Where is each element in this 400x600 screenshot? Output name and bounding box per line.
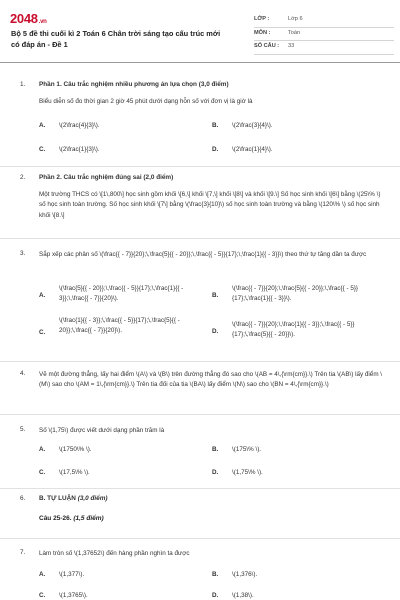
- document-meta: [254, 14, 394, 55]
- option-letter: B.: [212, 292, 219, 299]
- option-text: \(1,377\).: [59, 571, 85, 578]
- option-letter: D.: [212, 328, 219, 335]
- question-number: 4.: [20, 370, 26, 377]
- option-letter: C.: [39, 592, 46, 599]
- section-heading-italic: (3,0 điểm): [77, 495, 108, 502]
- option-letter: C.: [39, 329, 46, 336]
- divider: [0, 538, 400, 539]
- meta-key: LỚP :: [254, 16, 270, 22]
- section-heading-text: Phần 1. Câu trắc nghiệm nhiều phương án lựa chọn (3,0 điểm): [39, 81, 229, 88]
- question-text: Làm tròn số \(1,37652\) đến hàng phần nghìn ta được: [39, 550, 190, 557]
- option-text: \(\frac{{ - 7}}{20};\,\frac{5}{{ - 20}};\,\frac{{ - 5}}{17};\,\frac{1}{{ - 3}}\).: [232, 285, 359, 302]
- question-number: 7.: [20, 549, 26, 556]
- option-text: \(2\frac{3}{4}\).: [232, 122, 273, 129]
- site-logo[interactable]: [10, 11, 47, 26]
- option-text: \(1,38\).: [232, 592, 254, 599]
- option-letter: A.: [39, 292, 46, 299]
- sub-heading-bold: Câu 25-26.: [39, 515, 72, 522]
- option-letter: C.: [39, 146, 46, 153]
- document-title: Bộ 5 đề thi cuối kì 2 Toán 6 Chân trời sáng tạo cấu trúc mới có đáp án - Đề 1: [11, 29, 221, 49]
- option-text: \(\frac{1}{{ - 3}};\,\frac{{ - 5}}{17};\,\frac{5}{{ - 20}};\,\frac{{ - 7}}{20}\).: [59, 317, 180, 334]
- option-text: \(2\frac{4}{3}\).: [59, 122, 100, 129]
- option-letter: A.: [39, 446, 46, 453]
- meta-value: Lớp 6: [288, 16, 303, 22]
- meta-row-class: [254, 14, 394, 28]
- option-text: \(175\% \).: [232, 446, 262, 453]
- option-letter: D.: [212, 592, 219, 599]
- option-text: \(1,376\).: [232, 571, 258, 578]
- option-text: \(\frac{{ - 7}}{20};\,\frac{1}{{ - 3}};\,\frac{{ - 5}}{17};\,\frac{5}{{ - 20}}\).: [232, 321, 355, 338]
- logo-text: 2048: [10, 11, 38, 26]
- section-heading: [39, 81, 229, 88]
- section-heading-bold: B. TỰ LUẬN: [39, 495, 76, 502]
- question-text: Số \(1,75\) được viết dưới dạng phần trăm là: [39, 427, 165, 434]
- question-text: Sắp xếp các phân số \(\frac{{ - 7}}{20};\,\frac{5}{{ - 20}};\,\frac{{ - 5}}{17};\,\frac{1}{{ - 3}}\) theo thứ tự tăng dần ta được: [39, 251, 367, 258]
- option-text: \(1,75\% \).: [232, 469, 263, 476]
- option-text: \(2\frac{1}{3}\).: [59, 146, 100, 153]
- sub-heading: [39, 515, 104, 522]
- section-heading: [39, 495, 108, 502]
- question-number: 3.: [20, 250, 26, 257]
- divider: [0, 166, 400, 167]
- option-text: \(17,5\% \).: [59, 469, 90, 476]
- option-letter: A.: [39, 122, 46, 129]
- option-letter: D.: [212, 469, 219, 476]
- option-text: \(1750\% \).: [59, 446, 92, 453]
- option-letter: C.: [39, 469, 46, 476]
- divider: [0, 361, 400, 362]
- meta-value: Toán: [288, 29, 301, 36]
- option-letter: B.: [212, 571, 219, 578]
- option-letter: A.: [39, 571, 46, 578]
- question-text: Một trường THCS có \[1\,800\] học sinh gồm khối \[6,\] khối \[7,\] khối \[8\] và khối \[9.\] Số học sinh khối \[6\] bằng \(25\% \) số học sinh toàn trường. Số học sinh khối \[7\] bằng \(\frac{3}{10}\) số học sinh toàn trường và bằng \(120\% \) số học sinh khối \[8.\]: [39, 191, 381, 219]
- logo-suffix: .vn: [38, 19, 47, 25]
- meta-key: MÔN :: [254, 29, 271, 36]
- divider: [0, 238, 400, 239]
- meta-row-subject: [254, 28, 394, 42]
- meta-value: 33: [288, 43, 295, 49]
- question-number: 1.: [20, 81, 26, 88]
- option-letter: D.: [212, 146, 219, 153]
- divider: [0, 414, 400, 415]
- question-number: 2.: [20, 174, 26, 181]
- meta-key: SỐ CÂU :: [254, 43, 280, 49]
- document-header: [0, 0, 400, 63]
- section-heading-text: Phần 2. Câu trắc nghiệm đúng sai (2,0 điểm): [39, 174, 174, 181]
- divider: [0, 488, 400, 489]
- question-text: Vẽ một đường thẳng, lấy hai điểm \(A\) và \(B\) trên đường thẳng đó sao cho \(AB = 4\,{\rm{cm}}.\) Trên tia \(AB\) lấy điểm \(M\) sao cho \(AM = 1\,{\rm{cm}}.\) Trên tia đối của tia \(BA\) lấy điểm \(N\) sao cho \(BN = 4\,{\rm{cm}}.\): [39, 371, 383, 389]
- option-letter: B.: [212, 122, 219, 129]
- option-text: \(2\frac{1}{4}\).: [232, 146, 273, 153]
- option-letter: B.: [212, 446, 219, 453]
- option-text: \(1,3765\).: [59, 592, 88, 599]
- sub-heading-italic: (1,5 điểm): [73, 515, 104, 522]
- section-heading: [39, 174, 173, 181]
- option-text: \(\frac{5}{{ - 20}};\,\frac{{ - 5}}{17};\,\frac{1}{{ - 3}};\,\frac{{ - 7}}{20}\).: [59, 285, 184, 302]
- meta-row-count: [254, 41, 394, 55]
- question-number: 6.: [20, 495, 26, 502]
- question-text: Biểu diễn số đo thời gian 2 giờ 45 phút dưới dạng hỗn số với đơn vị là giờ là: [39, 98, 253, 105]
- question-number: 5.: [20, 426, 26, 433]
